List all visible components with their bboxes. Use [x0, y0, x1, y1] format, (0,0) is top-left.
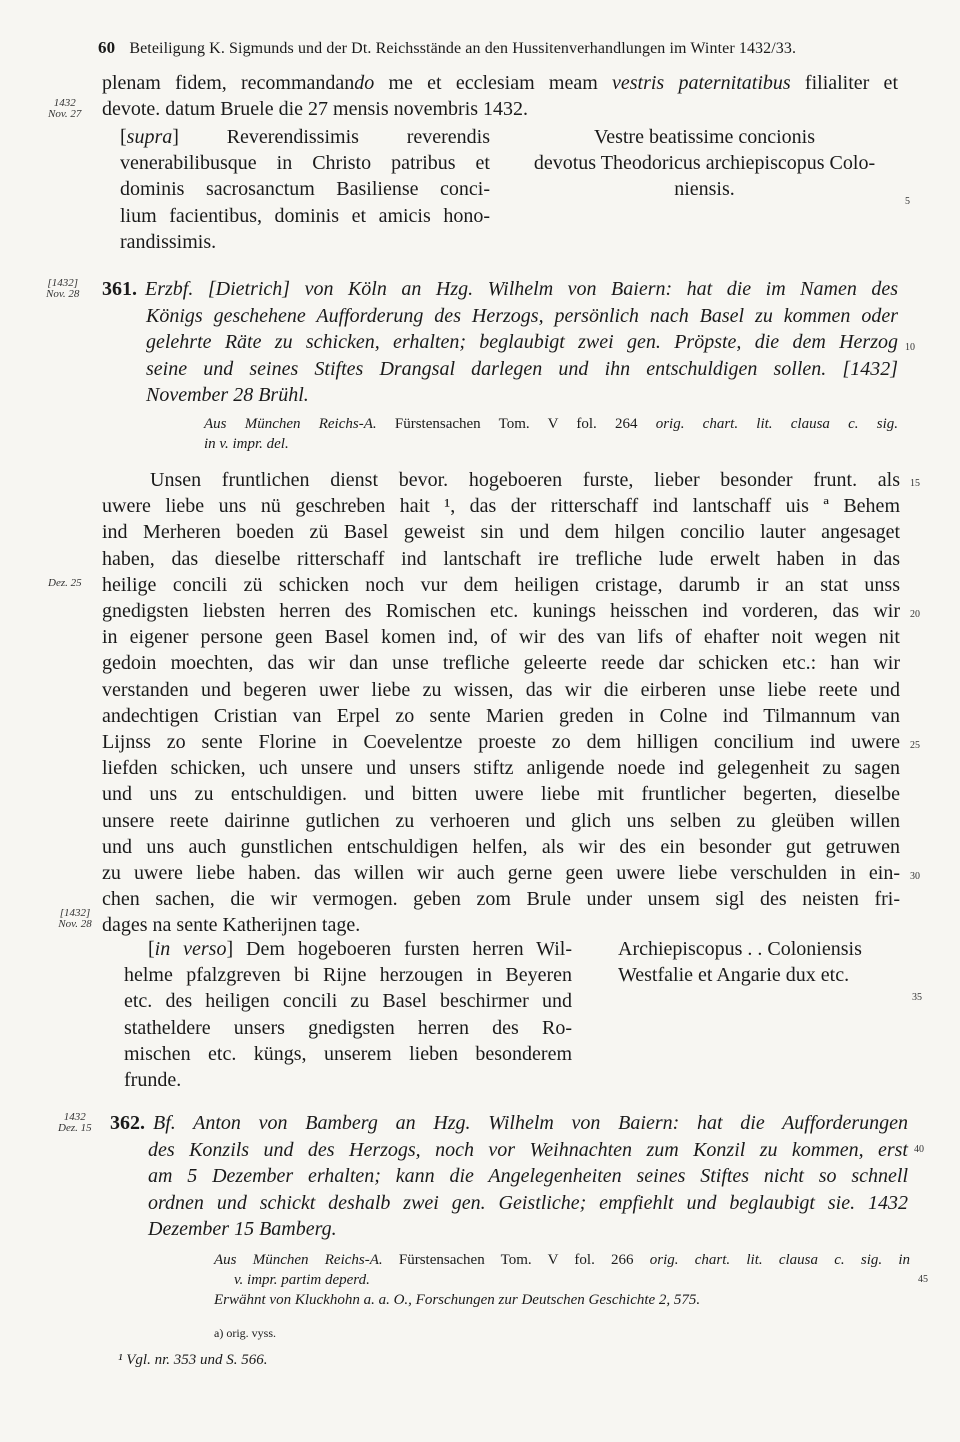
- margin-date-year: 1432: [53, 97, 76, 109]
- regest-361: [102, 276, 898, 409]
- text-line: Vestre beatissime concionis: [593, 126, 816, 148]
- text-line: chen sachen, die wir vermogen. geben zom Brule under unsem sigl des neisten fri-: [102, 888, 900, 911]
- text-span: orig. chart. lit. clausa c. sig.: [655, 416, 899, 432]
- text-line: heilige concili zü schicken noch vur dem heiligen cristage, darumb ir an stat unss: [102, 573, 900, 596]
- text-span: vestris paternitatibus: [612, 72, 791, 94]
- text-line: niensis.: [674, 178, 735, 201]
- text-line: Westfalie et Angarie dux etc.: [618, 964, 850, 987]
- text-line: statheldere unsers gnedigsten herren des Ro-: [124, 1016, 572, 1039]
- text-span: Erzbf. [Dietrich] von Köln an Hzg. Wilhelm von Baiern: hat die im Namen des: [145, 278, 898, 300]
- text-line: in eigener persone geen Basel komen ind, of wir des van lifs of ehafter noit wegen nit: [102, 626, 900, 649]
- margin-date-year: [1432]: [47, 277, 78, 289]
- entry-number: 362.: [110, 1112, 145, 1134]
- text-line: unsere reete dairinne gutlichen zu verhoeren und glich uns selben zu gleüben willen: [102, 809, 900, 832]
- entry-number: 361.: [102, 278, 137, 300]
- regest-line: am 5 Dezember erhalten; kann die Angelegenheiten seines Stiftes nicht so schnell: [148, 1165, 908, 1188]
- text-line: mischen etc. küngs, unserem lieben besonderem: [124, 1042, 572, 1065]
- text-span: Aus München Reichs-A.: [204, 416, 377, 432]
- text-line: frunde.: [124, 1069, 182, 1092]
- letter-continuation: [102, 70, 898, 122]
- line-number: 25: [910, 740, 920, 751]
- text-line: Archiepiscopus . . Coloniensis: [618, 938, 862, 960]
- text-line: gedoin moechten, das wir dan unse trefliche geleerte reede dar schicken etc.: han wir: [102, 652, 900, 675]
- line-number: 15: [910, 478, 920, 489]
- regest-line: gelehrte Räte zu schicken, erhalten; beglaubigt zwei gen. Pröpste, die dem Herzog: [146, 331, 898, 354]
- source-note-361: [204, 414, 898, 454]
- line-number: 40: [914, 1144, 924, 1155]
- text-line: dages na sente Katherijnen tage.: [102, 914, 361, 937]
- source-line: Erwähnt von Kluckhohn a. a. O., Forschungen zur Deutschen Geschichte 2, 575.: [214, 1292, 701, 1308]
- text-line: verstanden und begeren uwer liebe zu wissen, das wir die eirberen unse liebe reete und: [102, 678, 900, 701]
- regest-line: [102, 276, 898, 303]
- line-number: 35: [912, 992, 922, 1003]
- text-span: do: [354, 72, 375, 94]
- text-line: und uns zu entschuldigen. und bitten uwere liebe mit fruntlicher begerten, dieselbe: [102, 783, 900, 806]
- text-span: [: [148, 938, 155, 960]
- source-line: in v. impr. del.: [204, 436, 289, 452]
- text-line: Unsen fruntlichen dienst bevor. hogeboeren furste, lieber besonder frunt. als: [150, 469, 900, 491]
- text-line: helme pfalzgreven bi Rijne herzougen in Beyeren: [124, 964, 572, 987]
- margin-date-day: Nov. 27: [48, 108, 82, 120]
- source-line: [214, 1250, 910, 1270]
- address-left: [120, 124, 490, 255]
- regest-line: November 28 Brühl.: [146, 384, 309, 407]
- line-number: 30: [910, 871, 920, 882]
- margin-date-day: Nov. 28: [46, 288, 80, 300]
- regest-line: [110, 1110, 908, 1137]
- text-line: Lijnss zo sente Florine in Coevelentze proeste zo dem hilligen concilium ind uwere: [102, 731, 900, 754]
- text-line: [120, 124, 490, 150]
- critical-note: a) orig. vyss.: [214, 1326, 276, 1340]
- text-line: uwere liebe uns nü geschreben hait ¹, das der ritterschaff ind lantschaff uis ª Behem: [102, 495, 900, 518]
- verso-address-right: [618, 936, 898, 988]
- regest-line: Dezember 15 Bamberg.: [148, 1218, 337, 1241]
- source-note-362: [214, 1250, 910, 1310]
- text-line: haben, das dieselbe ritterschaff ind lantschaft ire trefliche lude erwelt haben in das: [102, 547, 900, 570]
- text-line: andechtigen Cristian van Erpel zo sente Marien greden in Colne ind Tilmannum van: [102, 704, 900, 727]
- line-number: 20: [910, 609, 920, 620]
- regest-line: seine und seines Stiftes Drangsal darlegen und ihn entschuldigen sollen. [1432]: [146, 357, 898, 380]
- text-span: Aus München Reichs-A.: [214, 1252, 383, 1268]
- footnote: ¹ Vgl. nr. 353 und S. 566.: [118, 1352, 268, 1368]
- page-number: 60: [98, 38, 116, 57]
- source-line: [204, 414, 898, 434]
- text-line: venerabilibusque in Christo patribus et: [120, 152, 490, 175]
- letter-text-361: [102, 467, 900, 939]
- margin-date: [46, 278, 79, 300]
- running-header: [98, 38, 898, 58]
- text-line: und uns auch gunstlichen entschuldigen helfen, als wir des ein besonder gut getruwen: [102, 835, 900, 858]
- running-title: Beteiligung K. Sigmunds und der Dt. Reichsstände an den Hussitenverhandlungen im Winter 1432/33.: [129, 40, 797, 57]
- text-span: Fürstensachen Tom. V fol. 264: [376, 416, 656, 432]
- regest-line: des Konzils und des Herzogs, noch vor Weihnachten zum Konzil zu kommen, erst: [148, 1138, 908, 1161]
- line-number: 10: [905, 342, 915, 353]
- margin-date-day: Dez. 15: [58, 1122, 92, 1134]
- text-span: ] Dem hogeboeren fursten herren Wil-: [226, 938, 572, 960]
- text-span: filialiter et: [790, 72, 898, 94]
- text-span: [: [120, 126, 127, 148]
- margin-date: Dez. 25: [48, 577, 82, 589]
- text-span: Bf. Anton von Bamberg an Hzg. Wilhelm von Baiern: hat die Aufforderungen: [153, 1112, 908, 1134]
- text-line: etc. des heiligen concili zu Basel beschirmer und: [124, 990, 572, 1013]
- text-line: randissimis.: [120, 230, 217, 253]
- text-line: gnedigsten liebsten herren des Romischen etc. kunings heisschen ind vorderen, das wir: [102, 600, 900, 623]
- line-number: 5: [905, 196, 910, 207]
- text-span: supra: [126, 126, 173, 148]
- text-span: orig. chart. lit. clausa c. sig. in: [649, 1252, 911, 1268]
- text-span: in verso: [154, 938, 227, 960]
- margin-date: [58, 1112, 92, 1134]
- source-line: v. impr. partim deperd.: [234, 1272, 370, 1288]
- regest-line: ordnen und schickt deshalb zwei gen. Geistliche; empfiehlt und beglaubigt sie. 1432: [148, 1191, 908, 1214]
- text-line: [124, 936, 572, 962]
- text-line: [102, 70, 898, 96]
- text-line: liefden schicken, uch unsere und unsers stiftz anligende noede ind gelegenheit zu sagen: [102, 757, 900, 780]
- margin-date: [48, 98, 81, 120]
- text-span: me et ecclesiam meam: [374, 72, 612, 94]
- text-line: zu uwere liebe haben. das willen wir auch gerne geen uwere liebe verschulden in ein-: [102, 862, 900, 885]
- text-line: devotus Theodoricus archiepiscopus Colo-: [533, 152, 876, 175]
- text-span: Fürstensachen Tom. V fol. 266: [382, 1252, 650, 1268]
- text-span: ] Reverendissimis reverendis: [172, 126, 490, 148]
- text-line: ind Merheren boeden zü Basel geweist sin und dem hilgen concilio lauter angesaget: [102, 521, 900, 544]
- regest-line: Königs geschehene Aufforderung des Herzogs, persönlich nach Basel zu kommen oder: [146, 304, 898, 327]
- line-number: 45: [918, 1274, 928, 1285]
- verso-address-left: [124, 936, 572, 1093]
- text-line: lium facientibus, dominis et amicis hono-: [120, 204, 490, 227]
- text-line: devote. datum Bruele die 27 mensis novembris 1432.: [102, 98, 529, 121]
- text-span: plenam fidem, recommandan: [102, 72, 355, 94]
- text-line: dominis sacrosanctum Basiliense conci-: [120, 178, 490, 201]
- margin-date: [1432] Nov. 28: [58, 907, 92, 930]
- margin-date-year: 1432: [63, 1111, 86, 1123]
- address-right: [512, 124, 897, 203]
- regest-362: [110, 1110, 908, 1243]
